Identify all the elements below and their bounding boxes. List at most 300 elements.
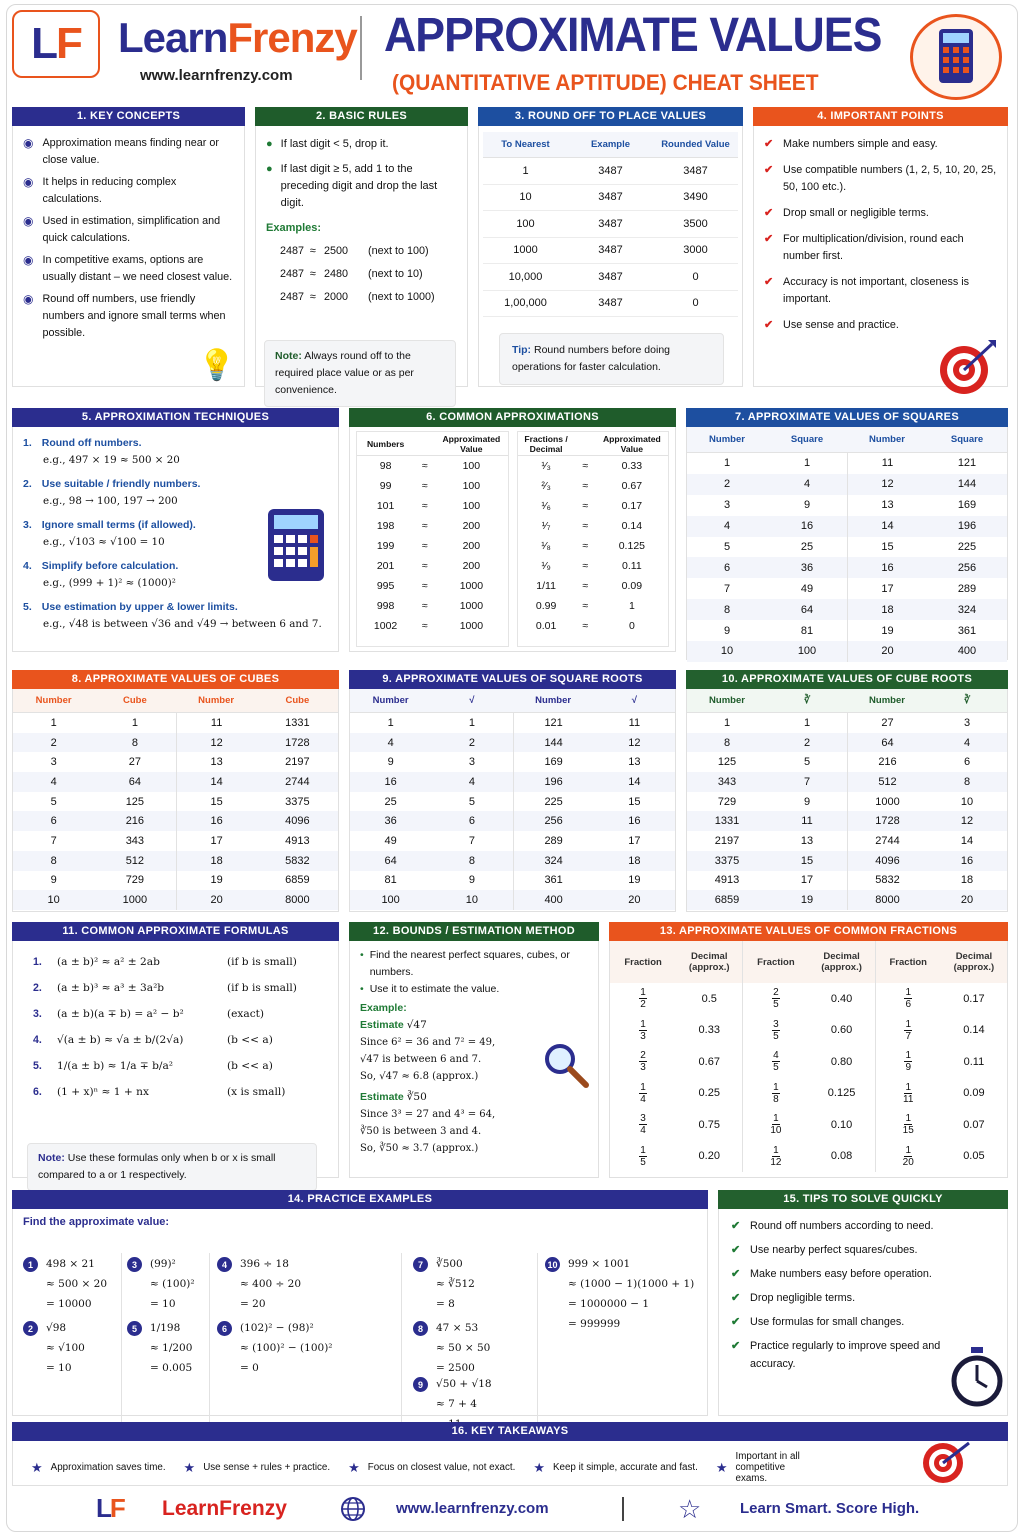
table-row (518, 536, 669, 556)
practice-steps (46, 1254, 107, 1314)
technique-example: e.g., 497 × 19 ≈ 500 × 20 (43, 454, 180, 466)
star-icon: ★ (183, 1459, 196, 1475)
table-cell: 144 (957, 478, 977, 491)
section-title: 15. TIPS TO SOLVE QUICKLY (718, 1190, 1008, 1209)
fraction: $\frac{4}{5}$ (773, 1050, 779, 1074)
fraction: $\frac{2}{5}$ (773, 987, 779, 1011)
fraction: $\frac{3}{5}$ (773, 1018, 779, 1042)
table-cell: 1 (803, 457, 811, 470)
formula-expression: (1 + x)ⁿ ≈ 1 + nx (57, 1086, 149, 1098)
table-row (350, 733, 675, 753)
table-cell (875, 1015, 941, 1047)
table-cell: 6 (963, 756, 971, 769)
fractions-table (517, 431, 670, 647)
table-cell: 17 (176, 831, 257, 851)
concept-item (23, 135, 236, 169)
table-cell: 0.11 (963, 1055, 985, 1068)
table-row (687, 733, 1007, 753)
table-row (518, 576, 669, 596)
star-icon: ★ (31, 1459, 43, 1475)
table-cell (875, 1078, 941, 1110)
calculator-badge-icon (910, 14, 1002, 100)
table-cell: 16 (800, 520, 814, 533)
table-row (350, 871, 675, 891)
practice-item (545, 1257, 694, 1334)
table-row (350, 752, 675, 772)
table-cell: 1728 (847, 811, 927, 831)
table-cell: 125 (125, 795, 145, 808)
practice-step: = 999999 (568, 1318, 621, 1330)
table-cell: 995 (376, 580, 395, 592)
table-cell: 16 (847, 557, 927, 578)
table-cell: 10 (47, 894, 60, 907)
table-cell: 3375 (285, 795, 310, 808)
table-cell: 196 (513, 772, 594, 792)
table-cell: 4096 (285, 815, 310, 828)
table-cell: 100 (797, 645, 817, 658)
footer-url[interactable]: www.learnfrenzy.com (396, 1500, 549, 1517)
table-cell: 16 (176, 811, 257, 831)
square-roots-table (350, 689, 675, 910)
table-cell: 1,00,000 (504, 297, 547, 310)
table-cell: 0.10 (830, 1118, 853, 1131)
tip-text: Drop negligible terms. (750, 1292, 856, 1304)
table-cell: 4 (723, 520, 731, 533)
table-cell: 5 (468, 795, 475, 808)
item-number: 7 (413, 1257, 428, 1272)
table-cell: 0.67 (698, 1055, 720, 1068)
formulas-note: Note: Use these formulas only when b or x is small compared to a or 1 respectively. (27, 1143, 317, 1191)
table-cell: 729 (125, 874, 145, 887)
table-row (687, 831, 1007, 851)
fraction: $\frac{1}{12}$ (770, 1144, 782, 1168)
table-cell: 18 (176, 851, 257, 871)
practice-step: = 10 (150, 1298, 176, 1310)
estimate-1: Estimate √47 (360, 1019, 427, 1031)
table-cell: 0 (692, 270, 699, 283)
section-cubes (12, 670, 339, 912)
table-cell: 3375 (714, 854, 740, 867)
brand-name: LearnFrenzy (118, 14, 357, 61)
point-text: Drop small or negligible terms. (783, 207, 929, 219)
table-cell: 9 (803, 499, 811, 512)
table-row (518, 476, 669, 496)
point-text: Use compatible numbers (1, 2, 5, 10, 20, 25, 50, 100 etc.). (783, 164, 997, 193)
table-row (483, 291, 738, 318)
table-row (13, 772, 338, 792)
section-takeaways (12, 1422, 1008, 1486)
formula-expression: 1/(a ± b) ≈ 1/a ∓ b/a² (57, 1060, 174, 1072)
point-item (764, 136, 997, 153)
section-title: 2. BASIC RULES (255, 107, 468, 126)
technique-heading: 1. Round off numbers. (23, 437, 142, 449)
round-off-table (483, 132, 738, 317)
table-cell: 3487 (683, 164, 708, 177)
practice-step: = 1000000 − 1 (568, 1298, 650, 1310)
table-cell: 17 (847, 578, 927, 599)
table-cell: 64 (128, 775, 141, 788)
table-cell: 3490 (683, 191, 708, 204)
table-cell: 1 (522, 164, 529, 177)
table-cell: 20 (628, 894, 641, 907)
table-cell: ≈ (582, 480, 589, 492)
practice-step: ≈ 50 × 50 (436, 1342, 491, 1354)
table-cell: 0.125 (618, 540, 645, 552)
table-row (483, 158, 738, 185)
table-cell: 169 (513, 752, 594, 772)
table-cell: 20 (847, 641, 927, 662)
table-row (687, 871, 1007, 891)
fraction: $\frac{1}{3}$ (640, 1018, 646, 1042)
points-list (754, 126, 1007, 334)
concept-text: Used in estimation, simplification and quick calculations. (42, 215, 221, 244)
table-cell: 3487 (598, 270, 623, 283)
table-row (610, 1046, 1007, 1078)
column-header: Decimal (approx.) (953, 951, 995, 973)
section-title: 7. APPROXIMATE VALUES OF SQUARES (686, 408, 1008, 427)
table-cell: 8 (468, 854, 475, 867)
table-cell: 361 (957, 624, 977, 637)
check-icon: ✔ (764, 276, 774, 288)
fraction: $\frac{1}{5}$ (640, 1144, 646, 1168)
table-cell: ¹⁄₉ (541, 560, 551, 572)
table-cell: 49 (800, 582, 814, 595)
formula-row (33, 1001, 328, 1027)
practice-step: ≈ 1/200 (150, 1342, 193, 1354)
table-cell: 3 (723, 499, 731, 512)
fraction: $\frac{1}{15}$ (902, 1113, 914, 1137)
footer-logo: LF (96, 1493, 124, 1523)
table-cell: 98 (379, 460, 392, 472)
table-cell: ¹⁄₈ (541, 540, 551, 552)
table-row (13, 811, 338, 831)
table-cell: ≈ (421, 520, 428, 532)
practice-step: ≈ √100 (46, 1342, 85, 1354)
table-cell: 729 (717, 795, 737, 808)
check-icon: ✔ (764, 164, 774, 176)
table-cell: 4 (387, 736, 394, 749)
table-cell: 361 (513, 871, 594, 891)
table-cell: 289 (513, 831, 594, 851)
column-header: Decimal (approx.) (821, 951, 862, 973)
table-row (350, 811, 675, 831)
table-cell: 1002 (373, 620, 398, 632)
table-row (483, 185, 738, 212)
concept-item (23, 252, 236, 286)
fraction: $\frac{2}{3}$ (640, 1050, 646, 1074)
column-header: Numbers (366, 438, 405, 449)
column-header: To Nearest (501, 139, 550, 150)
table-row (13, 713, 338, 733)
takeaway-text: Focus on closest value, not exact. (367, 1462, 516, 1473)
example-row: 2487 ≈ 2000 (next to 1000) (280, 291, 435, 303)
table-cell: 1000 (847, 792, 927, 812)
table-cell: 20 (960, 894, 974, 907)
table-cell: 3487 (598, 244, 623, 257)
table-cell: 7 (803, 775, 811, 788)
section-title: 14. PRACTICE EXAMPLES (12, 1190, 708, 1209)
practice-steps (240, 1318, 333, 1378)
practice-step: ≈ 7 + 4 (436, 1398, 477, 1410)
takeaway-text: Important in all competitive exams. (735, 1451, 800, 1484)
table-cell: 36 (384, 815, 397, 828)
practice-step: = 0.005 (150, 1362, 193, 1374)
table-cell: 8 (963, 775, 971, 788)
section-tips (718, 1190, 1008, 1416)
column-header: Fraction (742, 941, 808, 983)
footer-tagline: Learn Smart. Score High. (740, 1500, 920, 1517)
table-cell: 6859 (714, 894, 740, 907)
table-cell: 169 (957, 499, 977, 512)
section-title: 16. KEY TAKEAWAYS (12, 1422, 1008, 1441)
table-cell: 100 (381, 894, 400, 907)
table-cell: 512 (847, 772, 927, 792)
column-header: Example (590, 139, 631, 150)
table-cell: 6859 (285, 874, 310, 887)
check-icon: ✔ (731, 1340, 741, 1352)
practice-step: ≈ ∛512 (436, 1278, 475, 1290)
table-cell: 1 (628, 600, 635, 612)
section-title: 10. APPROXIMATE VALUES OF CUBE ROOTS (686, 670, 1008, 689)
check-icon: ✔ (731, 1268, 741, 1280)
column-divider (537, 1253, 538, 1425)
table-cell: 0.20 (698, 1150, 720, 1163)
table-cell (610, 983, 676, 1015)
table-row (687, 811, 1007, 831)
table-cell: ≈ (421, 580, 428, 592)
table-cell: 201 (376, 560, 395, 572)
practice-item (217, 1321, 333, 1378)
table-cell: 19 (176, 871, 257, 891)
section-techniques (12, 408, 339, 652)
check-icon: ✔ (731, 1292, 741, 1304)
formula-expression: (a ± b)(a ∓ b) = a² − b² (57, 1008, 184, 1020)
section-title: 8. APPROXIMATE VALUES OF CUBES (12, 670, 339, 689)
table-header (610, 941, 1007, 983)
practice-step: = 8 (436, 1298, 455, 1310)
takeaway-item (716, 1451, 816, 1484)
table-cell: ≈ (582, 540, 589, 552)
numbers-table (356, 431, 509, 647)
table-cell (610, 1109, 676, 1141)
squares-table (687, 427, 1007, 662)
target-icon (936, 338, 998, 399)
column-header: Number (869, 434, 905, 445)
tip-item (731, 1241, 997, 1259)
table-row (13, 752, 338, 772)
technique-heading: 4. Simplify before calculation. (23, 560, 179, 572)
star-icon: ★ (715, 1459, 728, 1475)
table-cell (742, 983, 808, 1015)
table-cell: 4 (803, 478, 811, 491)
fraction: $\frac{1}{2}$ (640, 987, 646, 1011)
practice-steps (240, 1254, 301, 1314)
practice-step: ≈ 400 ÷ 20 (240, 1278, 302, 1290)
item-number: 8 (413, 1321, 428, 1336)
fraction: $\frac{1}{7}$ (905, 1018, 912, 1042)
technique-item (23, 599, 330, 633)
practice-step: 999 × 1001 (568, 1258, 631, 1270)
table-cell: 0.05 (963, 1150, 985, 1163)
table-cell: 10,000 (508, 270, 543, 283)
table-cell: 7 (50, 834, 57, 847)
table-cell: 2 (468, 736, 475, 749)
section-title: 5. APPROXIMATION TECHNIQUES (12, 408, 339, 427)
technique-heading: 3. Ignore small terms (if allowed). (23, 519, 196, 531)
table-cell: 343 (717, 775, 737, 788)
section-title: 13. APPROXIMATE VALUES OF COMMON FRACTIONS (609, 922, 1008, 941)
concept-item (23, 291, 236, 342)
table-header (13, 689, 338, 713)
table-cell: 13 (628, 756, 641, 769)
bound-bullet: • Use it to estimate the value. (360, 983, 500, 995)
column-header: ∛ (803, 695, 811, 706)
table-row (350, 890, 675, 910)
table-cell: 2 (723, 478, 731, 491)
practice-step: = 0 (240, 1362, 259, 1374)
formula-row (33, 949, 328, 975)
tip-text: Use nearby perfect squares/cubes. (750, 1244, 918, 1256)
practice-steps (568, 1254, 694, 1334)
technique-example: e.g., √48 is between √36 and √49 → between 6 and 7. (43, 618, 322, 630)
brand-url[interactable]: www.learnfrenzy.com (140, 67, 293, 84)
table-cell: 0.14 (621, 520, 643, 532)
table-cell: 0.09 (963, 1087, 985, 1100)
section-fractions (609, 922, 1008, 1178)
table-cell: 11 (628, 716, 641, 729)
table-cell (610, 1015, 676, 1047)
table-cell (875, 1141, 941, 1173)
item-number: 3 (127, 1257, 142, 1272)
table-cell: 20 (176, 890, 257, 910)
table-cell: 8000 (285, 894, 310, 907)
table-row (357, 516, 508, 536)
table-row (610, 983, 1007, 1015)
table-row (610, 1078, 1007, 1110)
table-row (357, 476, 508, 496)
formula-expression: (a ± b)² ≈ a² ± 2ab (57, 956, 160, 968)
table-cell: 200 (462, 540, 481, 552)
practice-item (23, 1257, 107, 1314)
table-cell: 101 (376, 500, 395, 512)
logo-l: L (31, 19, 56, 68)
table-cell: 0.25 (698, 1087, 720, 1100)
table-cell: 16 (960, 854, 974, 867)
table-row (687, 578, 1007, 599)
practice-item (413, 1321, 490, 1378)
table-row (687, 557, 1007, 578)
table-cell: 6 (50, 815, 57, 828)
formula-condition: (b << a) (227, 1034, 273, 1046)
tip-text: Round off numbers according to need. (750, 1220, 934, 1232)
table-cell (742, 1078, 808, 1110)
table-cell: 11 (847, 453, 927, 474)
table-cell: 12 (176, 733, 257, 753)
table-cell: 15 (628, 795, 641, 808)
logo-f: F (56, 19, 81, 68)
table-cell: 25 (800, 541, 814, 553)
table-cell: 14 (960, 834, 974, 847)
table-cell: 2 (803, 736, 811, 749)
check-icon: ✔ (731, 1220, 741, 1232)
bullet-icon: ◉ (23, 253, 34, 267)
table-cell: 13 (176, 752, 257, 772)
table-row (483, 211, 738, 238)
column-header: Square (790, 434, 824, 445)
stopwatch-icon (949, 1345, 1005, 1410)
table-cell: 12 (847, 474, 927, 495)
table-cell: 100 (462, 480, 481, 492)
technique-item (23, 476, 330, 510)
practice-step: = 20 (240, 1298, 266, 1310)
table-cell: 998 (376, 600, 395, 612)
column-divider (401, 1253, 402, 1425)
table-row (518, 496, 669, 516)
table-cell: 1 (803, 716, 811, 729)
table-cell: 1 (387, 716, 394, 729)
table-cell: 0.07 (963, 1118, 985, 1131)
table-cell: ≈ (421, 460, 428, 472)
table-row (687, 516, 1007, 537)
lightbulb-icon: 💡 (198, 349, 236, 382)
formula-condition: (b << a) (227, 1060, 273, 1072)
section-title: 1. KEY CONCEPTS (12, 107, 245, 126)
practice-steps (46, 1318, 85, 1378)
bound-bullet: • Find the nearest perfect squares, cubes, or numbers. (360, 949, 570, 978)
table-cell: 13 (847, 495, 927, 516)
table-cell: ≈ (582, 620, 589, 632)
table-cell: 8 (131, 736, 138, 749)
table-row (350, 713, 675, 733)
table-cell: 15 (176, 792, 257, 812)
column-header: Cube (285, 695, 310, 706)
table-row (687, 453, 1007, 474)
table-cell: ≈ (582, 460, 589, 472)
point-item (764, 205, 997, 222)
table-row (687, 772, 1007, 792)
table-row (350, 792, 675, 812)
table-cell: 5 (723, 541, 731, 553)
tip-item (731, 1217, 997, 1235)
concept-text: It helps in reducing complex calculations. (42, 176, 177, 205)
table-cell: 3487 (598, 297, 623, 310)
concept-list (13, 126, 244, 342)
fraction: $\frac{3}{4}$ (640, 1113, 646, 1137)
formula-row (33, 1027, 328, 1053)
table-row (687, 890, 1007, 910)
table-row (687, 599, 1007, 620)
point-item (764, 231, 997, 265)
practice-item (127, 1257, 195, 1314)
table-cell: ¹⁄₃ (541, 460, 551, 472)
point-item (764, 317, 997, 334)
table-cell: 12 (960, 815, 974, 828)
table-cell: 2 (50, 736, 57, 749)
table-row (357, 456, 508, 476)
rules-note: Note: Always round off to the required place value or as per convenience. (264, 340, 456, 407)
check-icon: ✔ (731, 1244, 741, 1256)
table-cell: 19 (628, 874, 641, 887)
table-cell: 196 (957, 520, 977, 533)
cube-roots-table (687, 689, 1007, 910)
table-cell: 12 (628, 736, 641, 749)
table-header (350, 689, 675, 713)
table-cell: 18 (960, 874, 974, 887)
table-cell (610, 1046, 676, 1078)
table-cell: 0.125 (827, 1087, 856, 1100)
table-row (357, 556, 508, 576)
table-row (687, 752, 1007, 772)
